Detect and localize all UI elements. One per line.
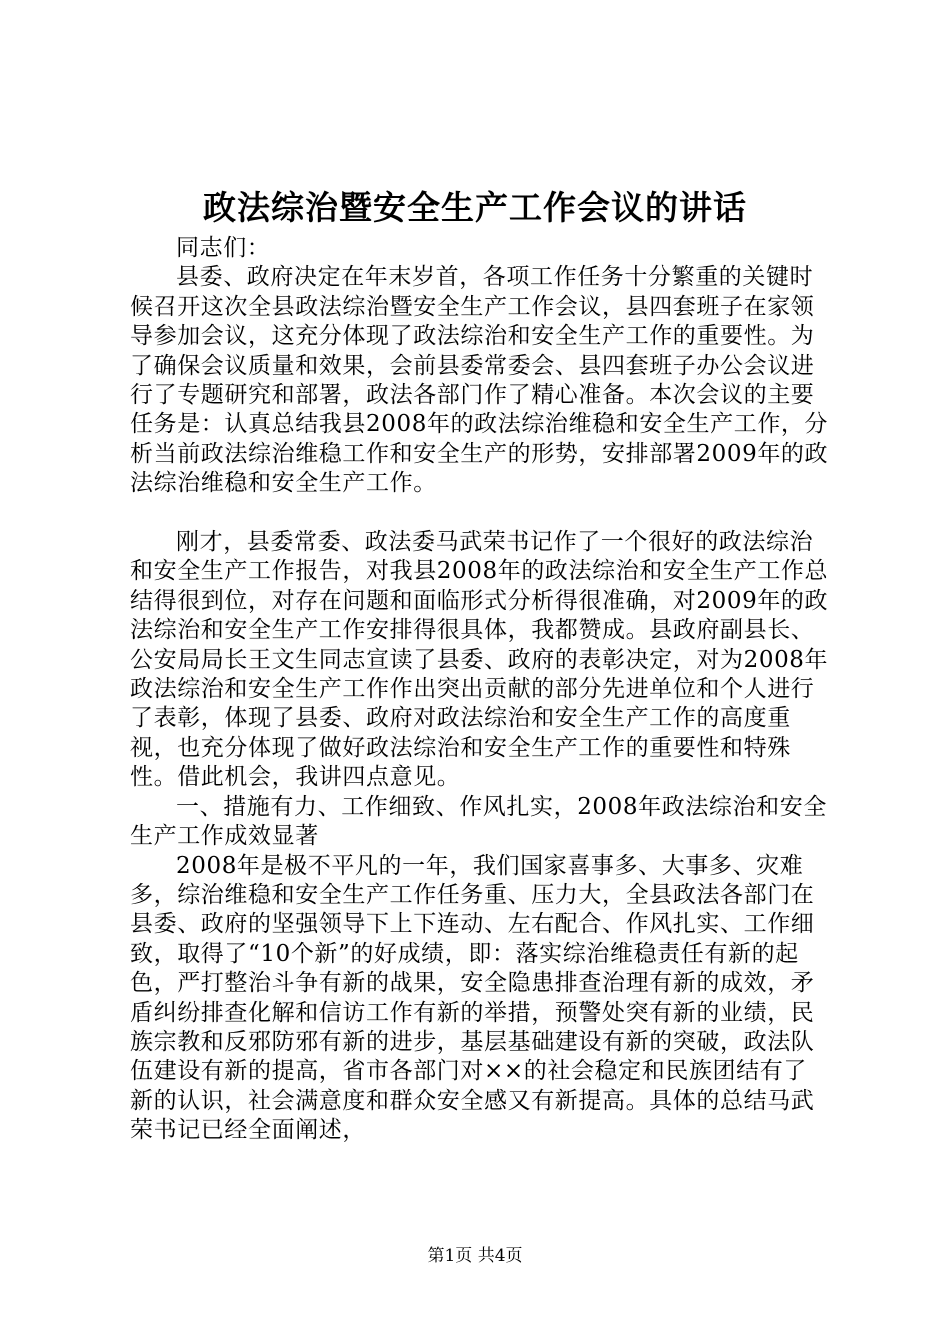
body-paragraph: 县委、政府决定在年末岁首，各项工作任务十分繁重的关键时候召开这次全县政法综治暨安全生产工作会议，县四套班子在家领导参加会议，这充分体现了政法综治和安全生产工作的重要性。为了确保会议质量和效果，会前县委常委会、县四套班子办公会议进行了专题研究和部署，政法各部门作了精心准备。本次会议的主要任务是：认真总结我县2008年的政法综治维稳和安全生产工作，分析当前政法综治维稳工作和安全生产的形势，安排部署2009年的政法综治维稳和安全生产工作。 xyxy=(130,264,829,497)
section-heading: 一、措施有力、工作细致、作风扎实，2008年政法综治和安全生产工作成效显著 xyxy=(130,793,827,850)
body-paragraph: 刚才，县委常委、政法委马武荣书记作了一个很好的政法综治和安全生产工作报告，对我县2008年的政法综治和安全生产工作总结得很到位，对存在问题和面临形式分析得很准确，对2009年的政法综治和安全生产工作安排得很具体，我都赞成。县政府副县长、公安局局长王文生同志宣读了县委、政府的表彰决定，对为2008年政法综治和安全生产工作作出突出贡献的部分先进单位和个人进行了表彰，体现了县委、政府对政法综治和安全生产工作的高度重视，也充分体现了做好政法综治和安全生产工作的重要性和特殊性。借此机会，我讲四点意见。 xyxy=(130,529,829,791)
document-title: 政法综治暨安全生产工作会议的讲话 xyxy=(203,188,747,227)
body-paragraph: 2008年是极不平凡的一年，我们国家喜事多、大事多、灾难多，综治维稳和安全生产工作任务重、压力大，全县政法各部门在县委、政府的坚强领导下上下连动、左右配合、作风扎实、工作细致，取得了“10个新”的好成绩，即：落实综治维稳责任有新的起色，严打整治斗争有新的战果，安全隐患排查治理有新的成效，矛盾纠纷排查化解和信访工作有新的举措，预警处突有新的业绩，民族宗教和反邪防邪有新的进步，基层基础建设有新的突破，政法队伍建设有新的提高，省市各部门对××的社会稳定和民族团结有了新的认识，社会满意度和群众安全感又有新提高。具体的总结马武荣书记已经全面阐述， xyxy=(130,852,815,1144)
document-body xyxy=(130,234,830,1146)
page-footer: 第1页 共4页 xyxy=(427,1246,523,1266)
salutation-paragraph: 同志们： xyxy=(176,235,271,261)
